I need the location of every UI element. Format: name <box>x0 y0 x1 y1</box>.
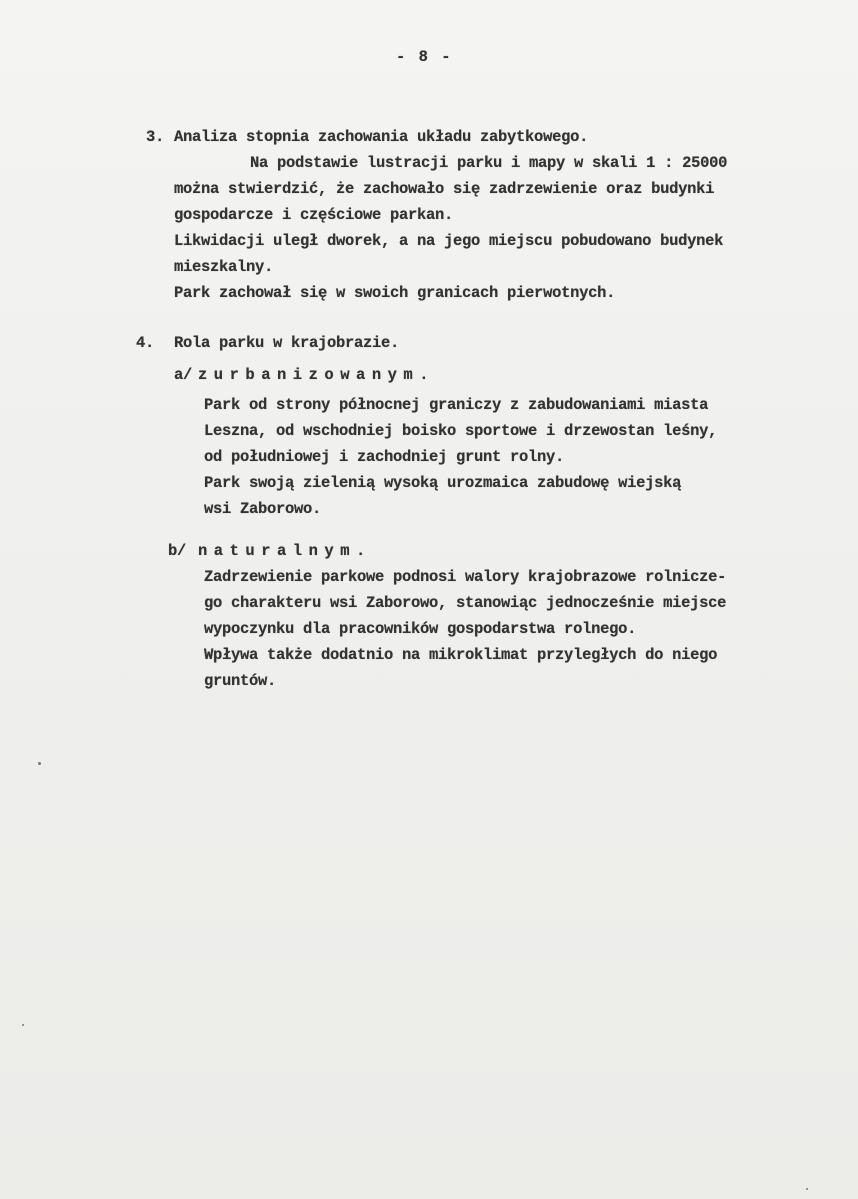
subsection-a-label: a/ <box>174 366 193 384</box>
subsection-a-title: zurbanizowanym. <box>198 366 436 384</box>
subsection-b-title: naturalnym. <box>198 542 372 560</box>
subsection-a-line: wsi Zaborowo. <box>204 500 322 518</box>
section-3-number: 3. <box>146 128 165 146</box>
scan-speck <box>38 762 41 765</box>
section-4-heading: Rola parku w krajobrazie. <box>174 334 400 352</box>
section-3-line: Park zachował się w swoich granicach pierwotnych. <box>174 284 616 302</box>
subsection-b-line: Wpływa także dodatnio na mikroklimat przyległych do niego <box>204 646 718 664</box>
section-4-number: 4. <box>136 334 155 352</box>
section-3-line: Likwidacji uległ dworek, a na jego miejscu pobudowano budynek <box>174 232 724 250</box>
subsection-a-line: Leszna, od wschodniej boisko sportowe i drzewostan leśny, <box>204 422 718 440</box>
section-3-line: mieszkalny. <box>174 258 274 276</box>
subsection-b-label: b/ <box>168 542 187 560</box>
subsection-b-line: gruntów. <box>204 672 277 690</box>
subsection-b-line: go charakteru wsi Zaborowo, stanowiąc jednocześnie miejsce <box>204 594 727 612</box>
section-3-line: Na podstawie lustracji parku i mapy w skali 1 : 25000 <box>250 154 728 172</box>
subsection-a-line: od południowej i zachodniej grunt rolny. <box>204 448 565 466</box>
subsection-b-line: Zadrzewienie parkowe podnosi walory krajobrazowe rolnicze- <box>204 568 727 586</box>
section-3-line: gospodarcze i częściowe parkan. <box>174 206 454 224</box>
scan-speck <box>22 1024 24 1026</box>
subsection-a-line: Park swoją zielenią wysoką urozmaica zabudowę wiejską <box>204 474 682 492</box>
subsection-a-line: Park od strony północnej graniczy z zabudowaniami miasta <box>204 396 709 414</box>
page-number: - 8 - <box>396 48 453 66</box>
subsection-b-line: wypoczynku dla pracowników gospodarstwa rolnego. <box>204 620 637 638</box>
scan-speck <box>806 1188 808 1190</box>
section-3-line: można stwierdzić, że zachowało się zadrzewienie oraz budynki <box>174 180 715 198</box>
section-3-heading: Analiza stopnia zachowania układu zabytkowego. <box>174 128 589 146</box>
